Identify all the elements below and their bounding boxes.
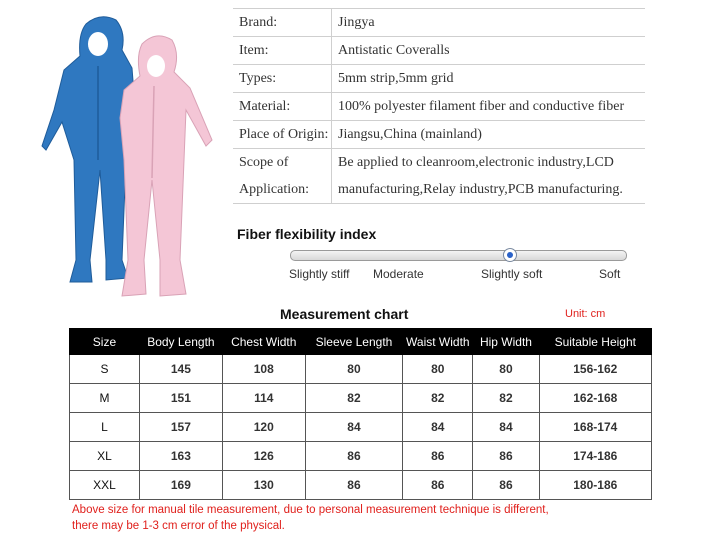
size-cell: XXL [70, 471, 140, 500]
size-cell: L [70, 413, 140, 442]
column-header: Waist Width [403, 329, 473, 355]
measurement-cell: 80 [305, 355, 403, 384]
fiber-flexibility-title: Fiber flexibility index [237, 226, 377, 242]
measurement-cell: 84 [473, 413, 539, 442]
measurement-header-row [70, 329, 652, 355]
spec-value: 5mm strip,5mm grid [332, 65, 646, 93]
measurement-cell: 80 [473, 355, 539, 384]
spec-row [233, 9, 645, 37]
spec-label: Scope of [233, 149, 332, 177]
size-cell: M [70, 384, 140, 413]
column-header: Suitable Height [539, 329, 651, 355]
spec-value: 100% polyester filament fiber and conductive fiber [332, 93, 646, 121]
measurement-cell: 145 [139, 355, 222, 384]
measurement-cell: 163 [139, 442, 222, 471]
spec-label: Place of Origin: [233, 121, 332, 149]
measurement-cell: 120 [222, 413, 305, 442]
size-cell: S [70, 355, 140, 384]
measurement-cell: 86 [305, 442, 403, 471]
measurement-cell: 174-186 [539, 442, 651, 471]
spec-row [233, 121, 645, 149]
flexibility-level-label: Soft [599, 267, 621, 281]
note-line-1: Above size for manual tile measurement, due to personal measurement technique is different, [72, 504, 549, 516]
spec-row [233, 149, 645, 177]
column-header: Chest Width [222, 329, 305, 355]
measurement-cell: 157 [139, 413, 222, 442]
unit-label: Unit: cm [565, 308, 606, 320]
measurement-cell: 82 [473, 384, 539, 413]
measurement-cell: 108 [222, 355, 305, 384]
measurement-cell: 126 [222, 442, 305, 471]
table-row [70, 355, 652, 384]
measurement-table [69, 328, 652, 500]
product-spec-table [233, 8, 645, 204]
spec-row [233, 37, 645, 65]
table-row [70, 471, 652, 500]
note-line-2: there may be 1-3 cm error of the physical. [72, 520, 285, 532]
measurement-cell: 156-162 [539, 355, 651, 384]
table-row [70, 384, 652, 413]
measurement-cell: 86 [473, 442, 539, 471]
flexibility-level-label: Moderate [373, 267, 424, 281]
measurement-note [72, 502, 592, 534]
size-cell: XL [70, 442, 140, 471]
measurement-cell: 86 [403, 442, 473, 471]
measurement-cell: 114 [222, 384, 305, 413]
spec-label: Item: [233, 37, 332, 65]
flexibility-level-label: Slightly stiff [289, 267, 350, 281]
flexibility-slider-track [290, 250, 627, 261]
table-row [70, 442, 652, 471]
blue-coverall-figure [42, 17, 136, 282]
measurement-chart-title: Measurement chart [280, 306, 409, 322]
measurement-cell: 80 [403, 355, 473, 384]
measurement-cell: 162-168 [539, 384, 651, 413]
spec-value: Jingya [332, 9, 646, 37]
flexibility-level-label: Slightly soft [481, 267, 543, 281]
flexibility-slider-knob [503, 248, 517, 262]
measurement-cell: 168-174 [539, 413, 651, 442]
pink-coverall-figure [120, 36, 212, 296]
column-header: Hip Width [473, 329, 539, 355]
column-header: Sleeve Length [305, 329, 403, 355]
spec-row [233, 65, 645, 93]
measurement-cell: 86 [473, 471, 539, 500]
spec-value: Jiangsu,China (mainland) [332, 121, 646, 149]
measurement-cell: 84 [305, 413, 403, 442]
spec-label: Application: [233, 176, 332, 204]
table-row [70, 413, 652, 442]
spec-value: Antistatic Coveralls [332, 37, 646, 65]
spec-label: Brand: [233, 9, 332, 37]
spec-row [233, 176, 645, 204]
spec-label: Types: [233, 65, 332, 93]
spec-value: manufacturing,Relay industry,PCB manufacturing. [332, 176, 646, 204]
measurement-cell: 86 [305, 471, 403, 500]
product-photo [40, 10, 230, 305]
measurement-cell: 169 [139, 471, 222, 500]
column-header: Body Length [139, 329, 222, 355]
spec-row [233, 93, 645, 121]
measurement-cell: 82 [305, 384, 403, 413]
spec-label: Material: [233, 93, 332, 121]
measurement-cell: 130 [222, 471, 305, 500]
measurement-cell: 84 [403, 413, 473, 442]
measurement-cell: 82 [403, 384, 473, 413]
column-header: Size [70, 329, 140, 355]
measurement-cell: 180-186 [539, 471, 651, 500]
spec-value: Be applied to cleanroom,electronic industry,LCD [338, 154, 614, 170]
measurement-cell: 151 [139, 384, 222, 413]
measurement-cell: 86 [403, 471, 473, 500]
